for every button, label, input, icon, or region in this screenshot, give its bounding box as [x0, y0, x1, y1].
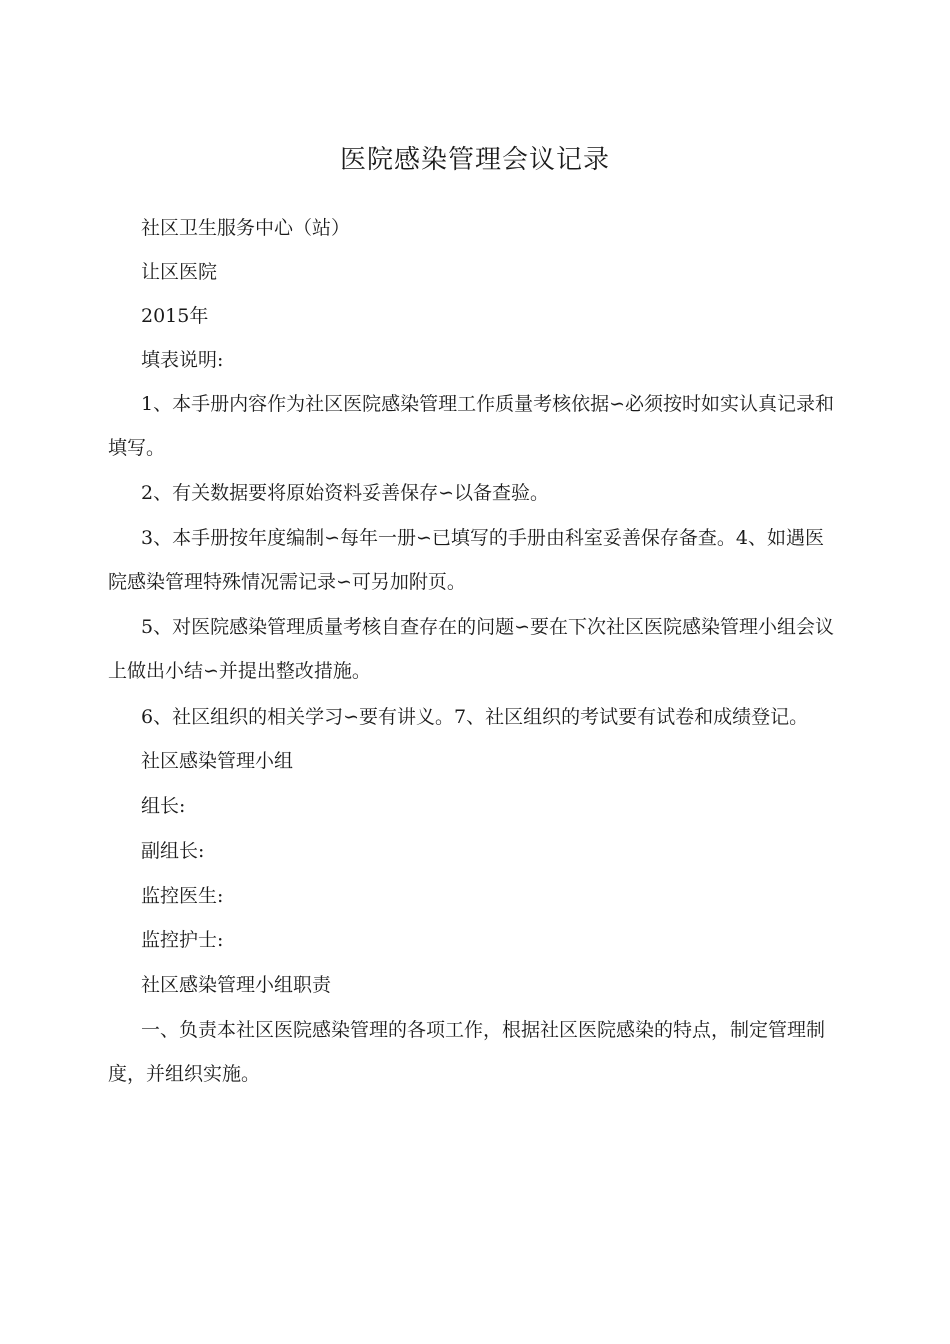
paragraph-monitoring-doctor: 监控医生: — [141, 885, 224, 907]
paragraph-year: 2015年 — [141, 305, 209, 327]
document-title: 医院感染管理会议记录 — [339, 145, 610, 175]
paragraph-duty-1: 一、负责本社区医院感染管理的各项工作，根据社区医院感染的特点，制定管理制度，并组织实施。 — [108, 1019, 826, 1085]
paragraph-hospital-name: 让区医院 — [141, 261, 218, 283]
paragraph-instruction-2: 2、有关数据要将原始资料妥善保存∽以备查验。 — [141, 482, 550, 504]
paragraph-leader: 组长: — [141, 795, 186, 817]
paragraph-instruction-5: 5、对医院感染管理质量考核自查存在的问题∽要在下次社区医院感染管理小组会议上做出小结∽并提出整改措施。 — [108, 616, 835, 682]
paragraph-monitoring-nurse: 监控护士: — [141, 929, 224, 951]
paragraph-instruction-6-7: 6、社区组织的相关学习∽要有讲义。7、社区组织的考试要有试卷和成绩登记。 — [141, 706, 809, 728]
paragraph-duties-heading: 社区感染管理小组职责 — [141, 974, 332, 996]
paragraph-group-heading: 社区感染管理小组 — [141, 750, 294, 772]
paragraph-instruction-1: 1、本手册内容作为社区医院感染管理工作质量考核依据∽必须按时如实认真记录和填写。 — [108, 393, 835, 459]
paragraph-deputy-leader: 副组长: — [141, 840, 205, 862]
paragraph-instructions-heading: 填表说明: — [141, 349, 224, 371]
paragraph-instruction-3-4: 3、本手册按年度编制∽每年一册∽已填写的手册由科室妥善保存备查。4、如遇医院感染管理特殊情况需记录∽可另加附页。 — [108, 527, 825, 593]
paragraph-center-name: 社区卫生服务中心（站） — [141, 217, 351, 239]
